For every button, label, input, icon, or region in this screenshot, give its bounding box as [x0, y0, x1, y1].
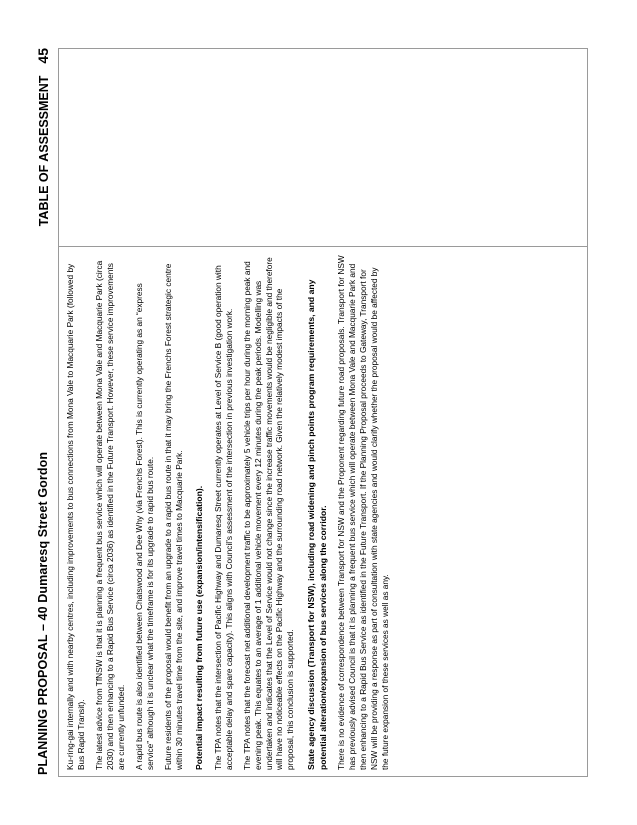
paragraph: A rapid bus route is also identified between Chatswood and Dee Why (via Frenchs Forest). This is currently operating as an “express service” although it is unclear what the timeframe is for its upgrade to rapid bus route. [133, 283, 155, 770]
page-number: 45 [35, 48, 51, 64]
paragraph: There is no evidence of correspondence between Transport for NSW and the Proponent regarding future road proposals. Transport for NSW has previously advised Council is that it is planning a frequent bus service which will operate between Mona Vale and Macquarie Park and then enhancing to a Rapid Bus Service as identified in the Future Transport. If the Planning Proposal proceeds to Gateway, Transport for NSW will be providing a response as part of consultation with state agencies and would clarify whether the proposal would be affected by the future expansion of these services as well as any. [336, 255, 390, 770]
paragraph: Ku-ring-gai internally and with nearby centres, including improvements to bus connections from Mona Vale to Macquarie Park (followed by Bus Rapid Transit). [65, 263, 86, 770]
page-title: PLANNING PROPOSAL – 40 Dumaresq Street Gordon [36, 451, 50, 775]
paragraph: Future residents of the proposal would benefit from an upgrade to a rapid bus route in that it may bring the Frenchs Forest strategic centre within 30 minutes travel time from the site, and improve travel times to Macquarie Park. [162, 263, 184, 770]
assessment-text-column [59, 246, 587, 776]
paragraph: The TPA notes that the forecast net additional development traffic to be approximately 5 vehicle trips per hour during the morning peak and evening peak. This equates to an average of 1 additional vehicle movement every 12 minutes during the peak periods. Modelling was undertaken and indicates that the Level of Service would not change since the increase traffic movements would be negligible and therefore will have no noticeable effects on the Pacific Highway and the surrounding road network. Given the relatively modest impacts of the proposal, this conclusion is supported. [241, 257, 296, 770]
section-heading: State agency discussion (Transport for NSW), including road widening and pinch points program requirements, and any potential alteration/expansion of bus services along the corridor. [306, 279, 328, 770]
assessment-empty-column [59, 49, 587, 246]
page-header-right [35, 48, 51, 226]
paragraph: The TPA notes that the intersection of Pacific Highway and Dumaresq Street currently operates at Level of Service B (good operation with acceptable delay and spare capacity). This aligns with Council’s assessment of the intersection in previous investigation work. [212, 265, 234, 770]
section-heading: Potential impact resulting from future use (expansion/intensification). [194, 485, 205, 770]
assessment-table [58, 48, 588, 777]
paragraph: The latest advice from TfNSW is that it is planning a frequent bus service which will operate between Mona Vale and Macquarie Park (circa 2030) and then enhancing to a Rapid Bus Service (circa 2036) as identified in the Future Transport. However, these service improvements are currently unfunded. [93, 260, 126, 770]
toc-link[interactable]: TABLE OF ASSESSMENT [37, 75, 51, 227]
